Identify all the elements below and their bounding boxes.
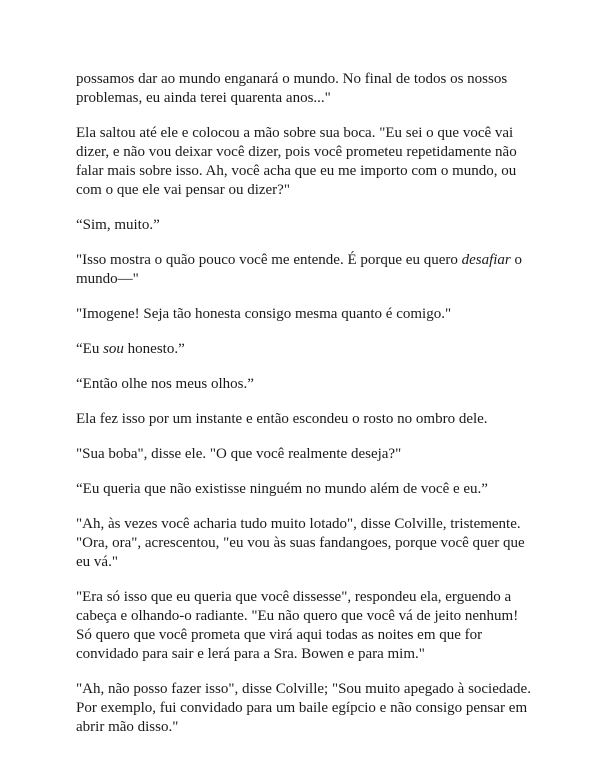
- text-run: “Eu: [76, 341, 104, 357]
- text-run: "Imogene! Seja tão honesta consigo mesma quanto é comigo.": [76, 306, 452, 322]
- paragraph-1: [76, 70, 536, 108]
- paragraph-4: [76, 251, 536, 289]
- text-run: o mundo—": [76, 252, 523, 287]
- text-run: Ela saltou até ele e colocou a mão sobre sua boca. "Eu sei o que você vai dizer, e não vou deixar você dizer, pois você prometeu repetidamente não falar mais sobre isso. Ah, você acha que eu me importo com o mundo, ou com o que ele vai pensar ou dizer?": [76, 125, 517, 198]
- text-run: “Então olhe nos meus olhos.”: [76, 376, 254, 392]
- italic-text-run: sou: [103, 341, 124, 357]
- paragraph-9: [76, 445, 536, 464]
- text-run: "Isso mostra o quão pouco você me entende. É porque eu quero: [76, 252, 462, 268]
- paragraph-8: [76, 410, 536, 429]
- text-run: "Ah, não posso fazer isso", disse Colville; "Sou muito apegado à sociedade. Por exemplo, fui convidado para um baile egípcio e não consigo pensar em abrir mão disso.": [76, 681, 531, 735]
- paragraph-6: [76, 340, 536, 359]
- text-run: possamos dar ao mundo enganará o mundo. No final de todos os nossos problemas, eu ainda terei quarenta anos...": [76, 71, 508, 106]
- paragraph-12: [76, 588, 536, 664]
- text-run: "Era só isso que eu queria que você dissesse", respondeu ela, erguendo a cabeça e olhando-o radiante. "Eu não quero que você vá de jeito nenhum! Só quero que você prometa que virá aqui todas as noites em que for convidado para sair e lerá para a Sra. Bowen e para mim.": [76, 589, 519, 662]
- paragraph-11: [76, 515, 536, 572]
- text-run: “Eu queria que não existisse ninguém no mundo além de você e eu.”: [76, 481, 488, 497]
- text-run: Ela fez isso por um instante e então escondeu o rosto no ombro dele.: [76, 411, 488, 427]
- text-run: honesto.”: [123, 341, 185, 357]
- paragraph-3: [76, 216, 536, 235]
- document-page: [76, 70, 536, 753]
- paragraph-2: [76, 124, 536, 200]
- paragraph-10: [76, 480, 536, 499]
- text-run: "Ah, às vezes você acharia tudo muito lotado", disse Colville, tristemente. "Ora, ora", acrescentou, "eu vou às suas fandangoes, porque você quer que eu vá.": [76, 516, 525, 570]
- paragraph-7: [76, 375, 536, 394]
- text-run: “Sim, muito.”: [76, 217, 160, 233]
- paragraph-13: [76, 680, 536, 737]
- paragraph-5: [76, 305, 536, 324]
- italic-text-run: desafiar: [461, 252, 511, 268]
- text-run: "Sua boba", disse ele. "O que você realmente deseja?": [76, 446, 402, 462]
